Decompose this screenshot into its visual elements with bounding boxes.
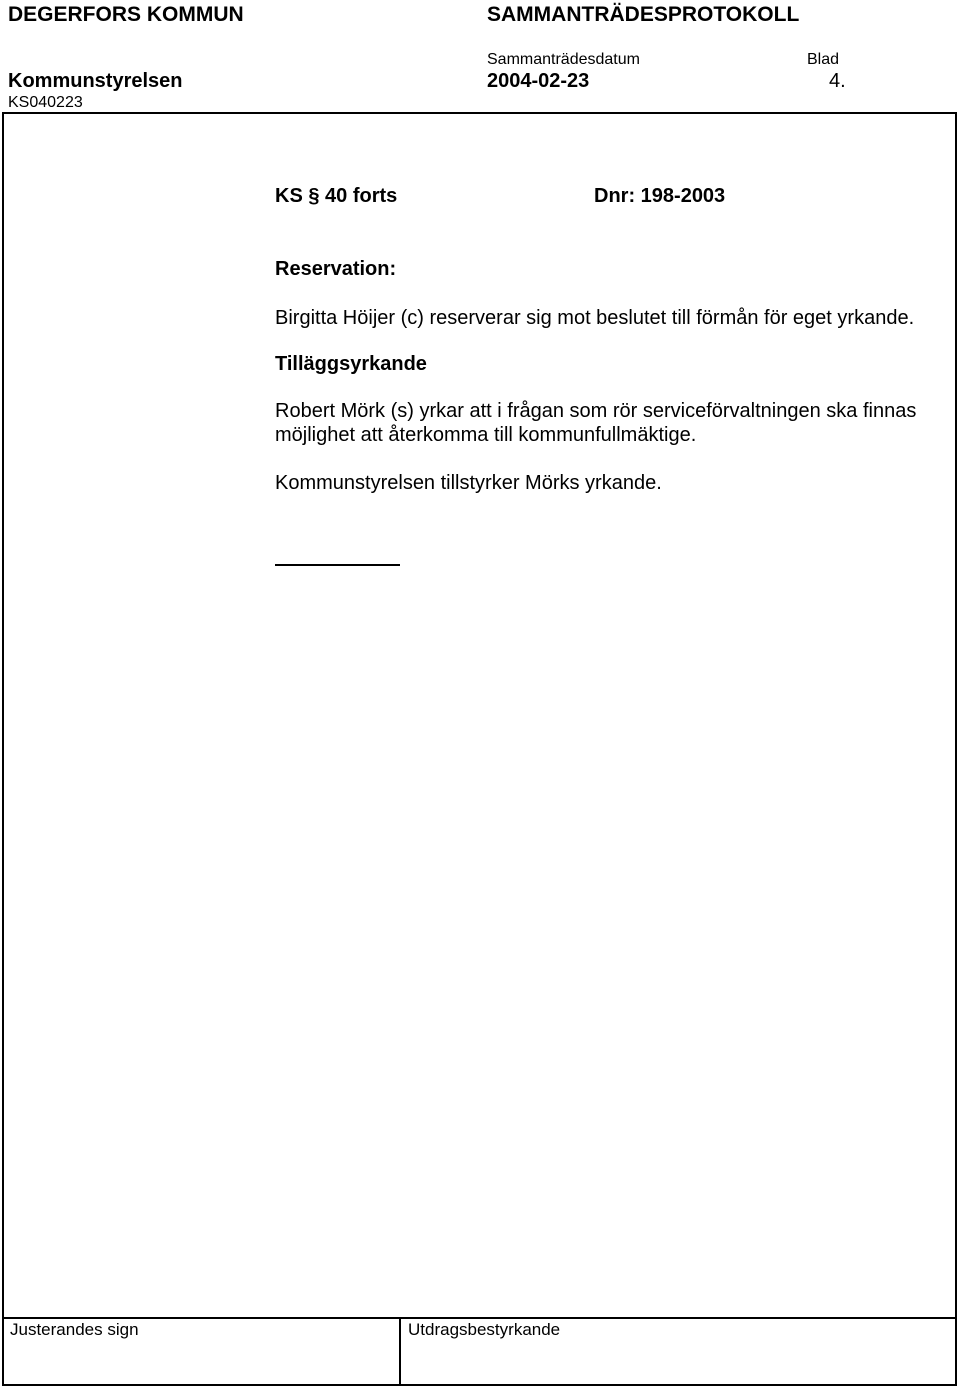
diary-number: Dnr: 198-2003	[594, 185, 726, 207]
organization-name: DEGERFORS KOMMUN	[8, 3, 244, 26]
footer-divider-horizontal	[2, 1317, 957, 1319]
item-heading	[275, 185, 397, 208]
footer-divider-vertical	[399, 1317, 401, 1386]
addition-text-line2: möjlighet att återkomma till kommunfullmäktige.	[275, 424, 697, 446]
addition-text-line1: Robert Mörk (s) yrkar att i frågan som rör serviceförvaltningen ska finnas	[275, 400, 917, 422]
section-symbol: §	[308, 185, 320, 207]
content-frame	[2, 112, 957, 1386]
addition-heading: Tilläggsyrkande	[275, 353, 427, 375]
page-number: 4.	[829, 70, 846, 92]
meeting-date: 2004-02-23	[487, 70, 590, 92]
reservation-text: Birgitta Höijer (c) reserverar sig mot beslutet till förmån för eget yrkande.	[275, 307, 915, 329]
item-prefix: KS	[275, 185, 303, 207]
document-type: SAMMANTRÄDESPROTOKOLL	[487, 3, 800, 26]
signature-field-label: Justerandes sign	[10, 1320, 139, 1339]
certification-field-label: Utdragsbestyrkande	[408, 1320, 561, 1339]
item-number: 40 forts	[325, 185, 398, 207]
decision-text: Kommunstyrelsen tillstyrker Mörks yrkande.	[275, 472, 662, 494]
page-label: Blad	[807, 51, 840, 68]
meeting-date-label: Sammanträdesdatum	[487, 51, 640, 68]
reservation-heading: Reservation:	[275, 258, 397, 280]
committee-name: Kommunstyrelsen	[8, 70, 183, 92]
closing-divider	[275, 564, 400, 566]
document-id: KS040223	[8, 94, 83, 111]
